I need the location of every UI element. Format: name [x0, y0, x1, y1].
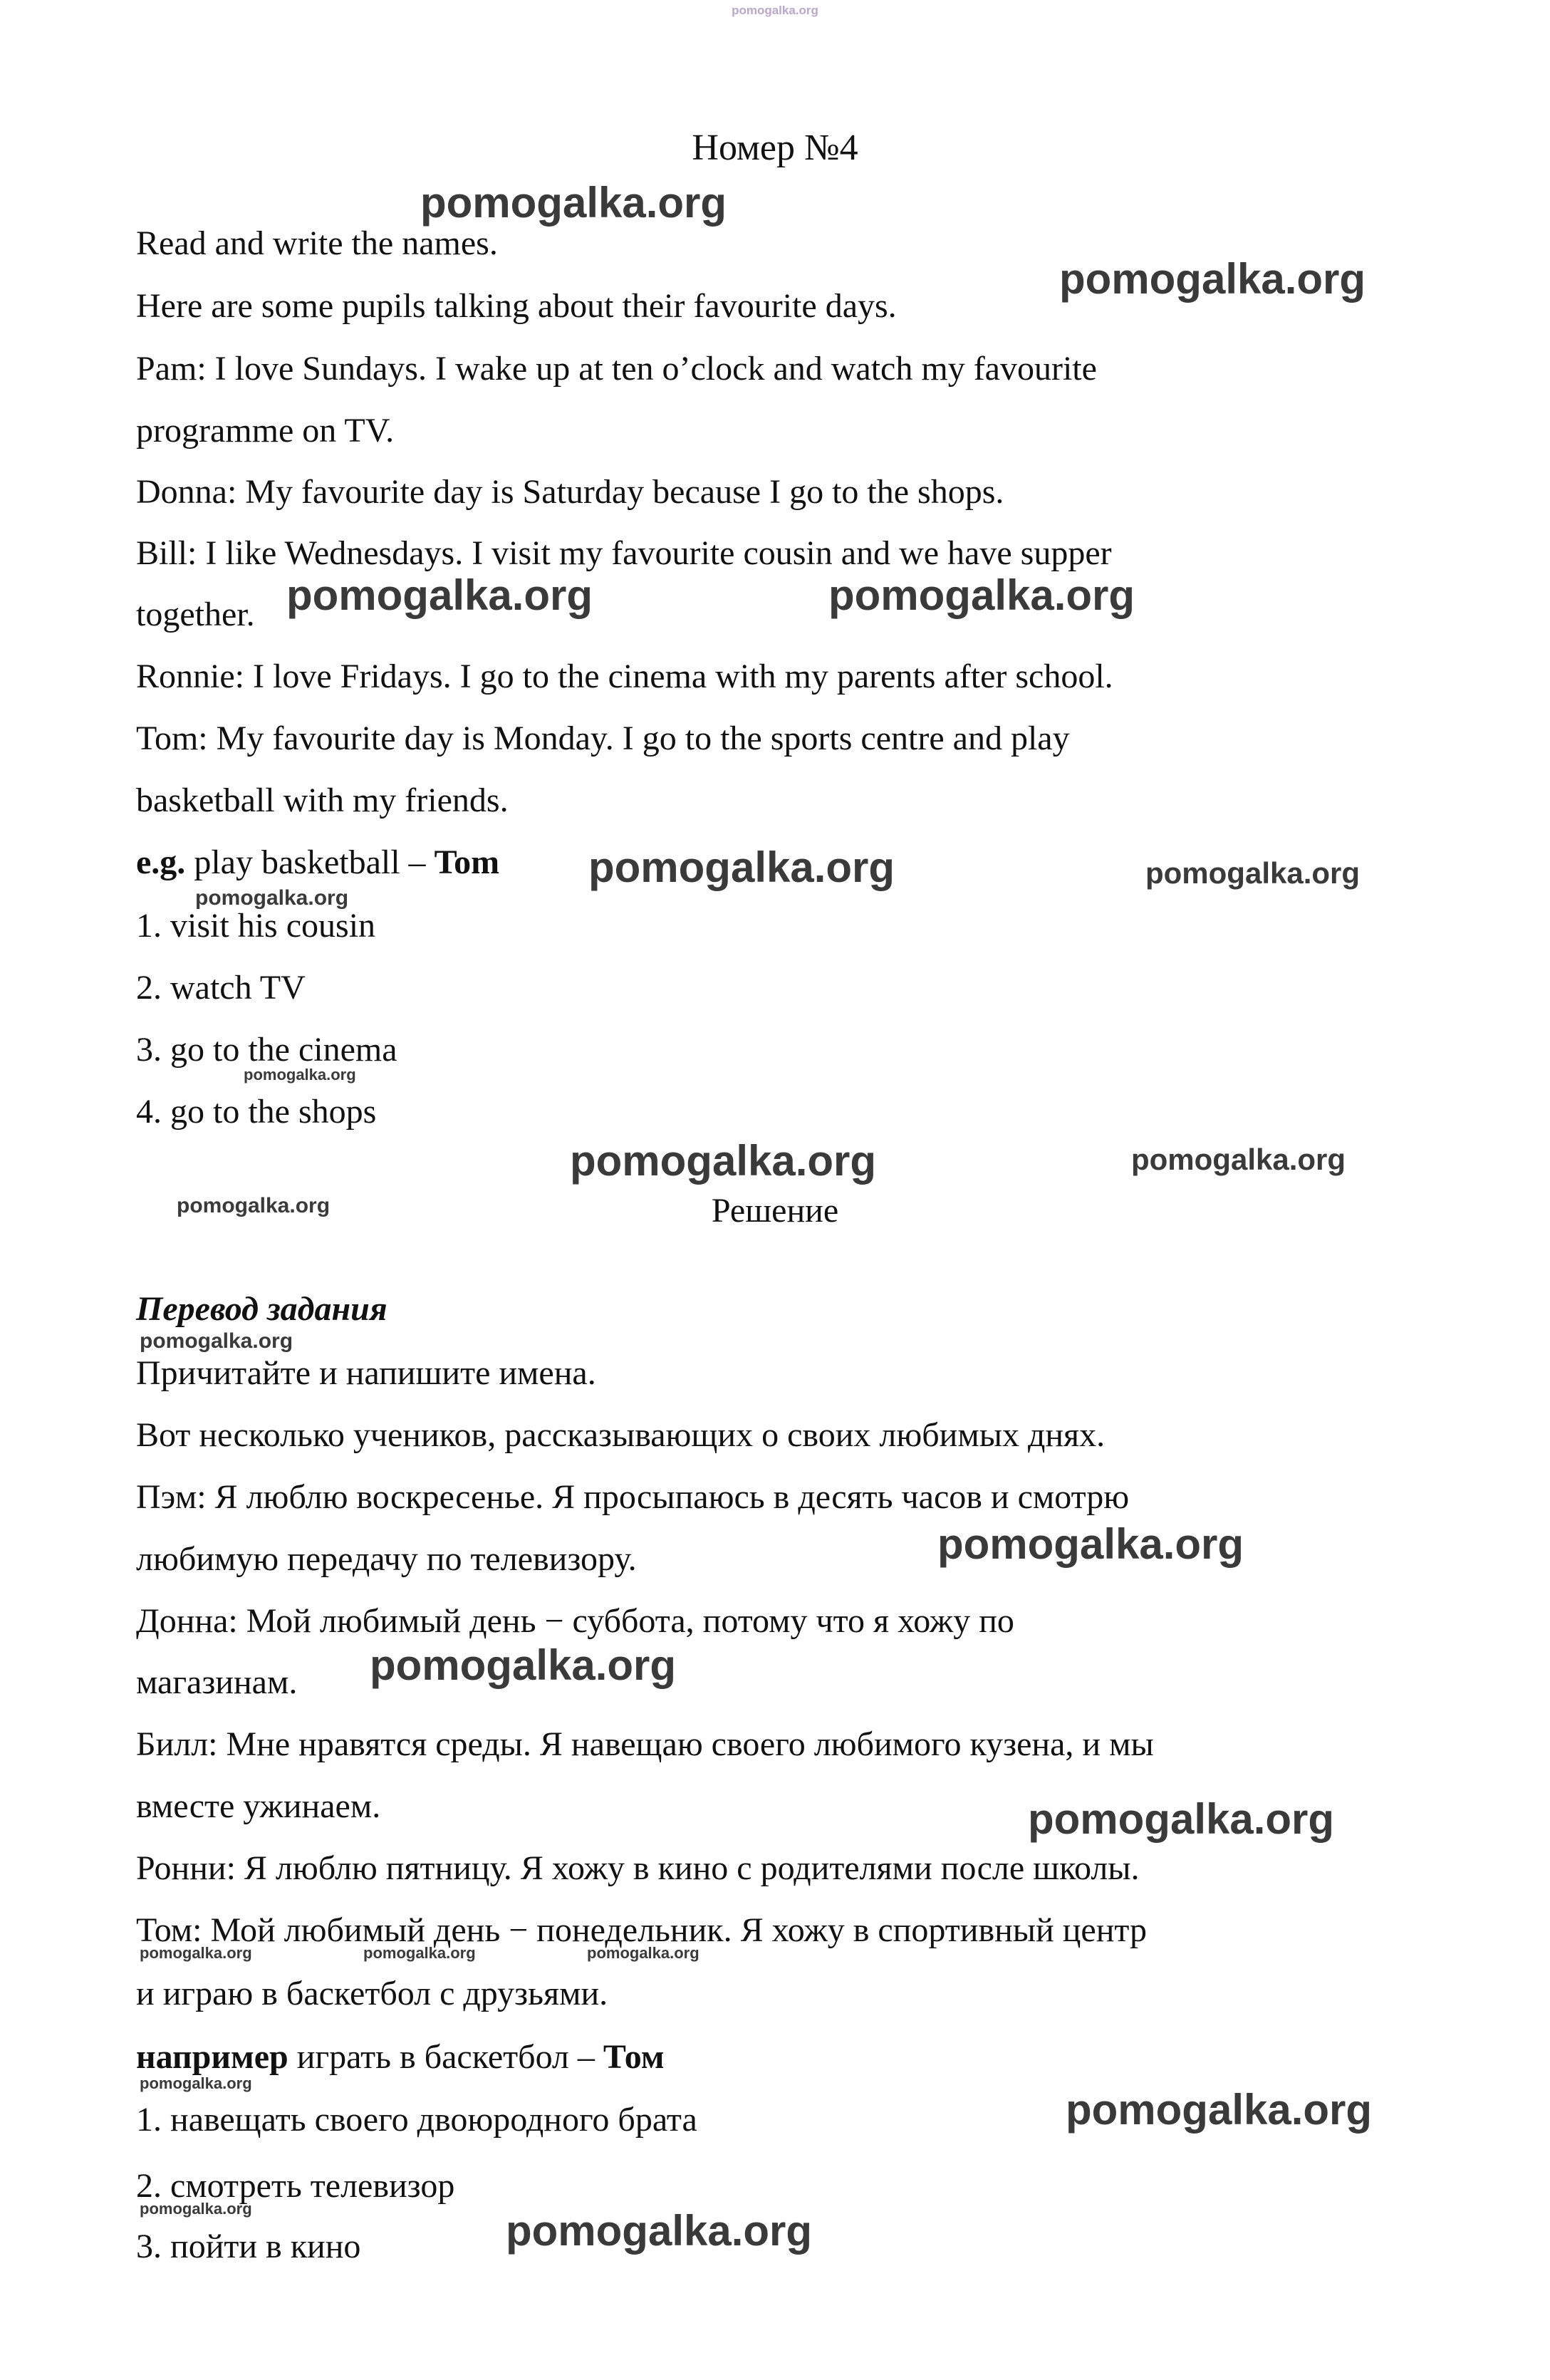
watermark: pomogalka.org [140, 1944, 252, 1962]
example-prefix: e.g. [136, 843, 186, 881]
answer-line: 1. visit his cousin [136, 907, 376, 945]
solution-heading: Решение [711, 1192, 839, 1230]
watermark: pomogalka.org [1145, 856, 1361, 890]
task-line: Ronnie: I love Fridays. I go to the cinema with my parents after school. [136, 658, 1113, 695]
watermark: pomogalka.org [177, 1194, 331, 1217]
task-line: Read and write the names. [136, 224, 498, 262]
watermark: pomogalka.org [828, 571, 1135, 619]
watermark: pomogalka.org [370, 1641, 677, 1689]
task-line: Tom: My favourite day is Monday. I go to the sports centre and play [136, 719, 1070, 757]
watermark: pomogalka.org [363, 1944, 476, 1962]
translation-line: Вот несколько учеников, рассказывающих о своих любимых днях. [136, 1416, 1106, 1454]
translation-line: Донна: Мой любимый день − суббота, потому что я хожу по [136, 1602, 1014, 1640]
example-line [136, 843, 499, 882]
watermark: pomogalka.org [587, 1944, 699, 1962]
answer-line-ru: 3. пойти в кино [136, 2228, 361, 2265]
example-line-ru [136, 2037, 665, 2077]
watermark: pomogalka.org [140, 1329, 293, 1353]
watermark: pomogalka.org [1066, 2086, 1373, 2134]
watermark: pomogalka.org [286, 571, 593, 619]
task-line: Pam: I love Sundays. I wake up at ten o’clock and watch my favourite [136, 350, 1097, 388]
example-prefix-ru: например [136, 2038, 288, 2076]
watermark: pomogalka.org [506, 2207, 813, 2255]
watermark: pomogalka.org [588, 843, 895, 891]
task-line: Donna: My favourite day is Saturday because I go to the shops. [136, 473, 1004, 511]
example-middle: play basketball – [185, 843, 435, 881]
translation-line: Пэм: Я люблю воскресенье. Я просыпаюсь в десять часов и смотрю [136, 1478, 1130, 1516]
watermark: pomogalka.org [420, 179, 727, 227]
watermark: pomogalka.org [937, 1520, 1244, 1568]
watermark: pomogalka.org [140, 2074, 252, 2092]
translation-line: Ронни: Я люблю пятницу. Я хожу в кино с родителями после школы. [136, 1849, 1140, 1887]
watermark: pomogalka.org [732, 4, 818, 17]
answer-line: 4. go to the shops [136, 1093, 377, 1131]
task-line: Here are some pupils talking about their favourite days. [136, 287, 897, 325]
translation-line: любимую передачу по телевизору. [136, 1540, 637, 1578]
answer-line-ru: 1. навещать своего двоюродного брата [136, 2101, 697, 2139]
translation-line: Причитайте и напишите имена. [136, 1354, 596, 1392]
example-middle-ru: играть в баскетбол – [288, 2038, 603, 2076]
answer-line-ru: 2. смотреть телевизор [136, 2167, 455, 2205]
task-line: programme on TV. [136, 412, 395, 450]
task-line: Bill: I like Wednesdays. I visit my favourite cousin and we have supper [136, 534, 1112, 572]
translation-line: вместе ужинаем. [136, 1787, 381, 1825]
translation-line: Том: Мой любимый день − понедельник. Я хожу в спортивный центр [136, 1911, 1147, 1949]
example-name-ru: Том [603, 2038, 665, 2076]
answer-line: 2. watch TV [136, 969, 306, 1007]
task-line: basketball with my friends. [136, 781, 509, 819]
watermark: pomogalka.org [140, 2200, 252, 2218]
watermark: pomogalka.org [1028, 1795, 1335, 1843]
translation-line: и играю в баскетбол с друзьями. [136, 1975, 608, 2012]
answer-line: 3. go to the cinema [136, 1031, 397, 1069]
watermark: pomogalka.org [244, 1066, 356, 1084]
page-title: Номер №4 [692, 128, 858, 168]
translation-line: магазинам. [136, 1663, 298, 1701]
translation-line: Билл: Мне нравятся среды. Я навещаю своего любимого кузена, и мы [136, 1725, 1154, 1763]
translation-heading: Перевод задания [136, 1290, 388, 1328]
example-name: Tom [434, 843, 500, 881]
watermark: pomogalka.org [1059, 255, 1366, 303]
watermark: pomogalka.org [195, 886, 349, 910]
task-line: together. [136, 596, 255, 633]
watermark: pomogalka.org [570, 1137, 877, 1185]
watermark: pomogalka.org [1131, 1143, 1346, 1176]
